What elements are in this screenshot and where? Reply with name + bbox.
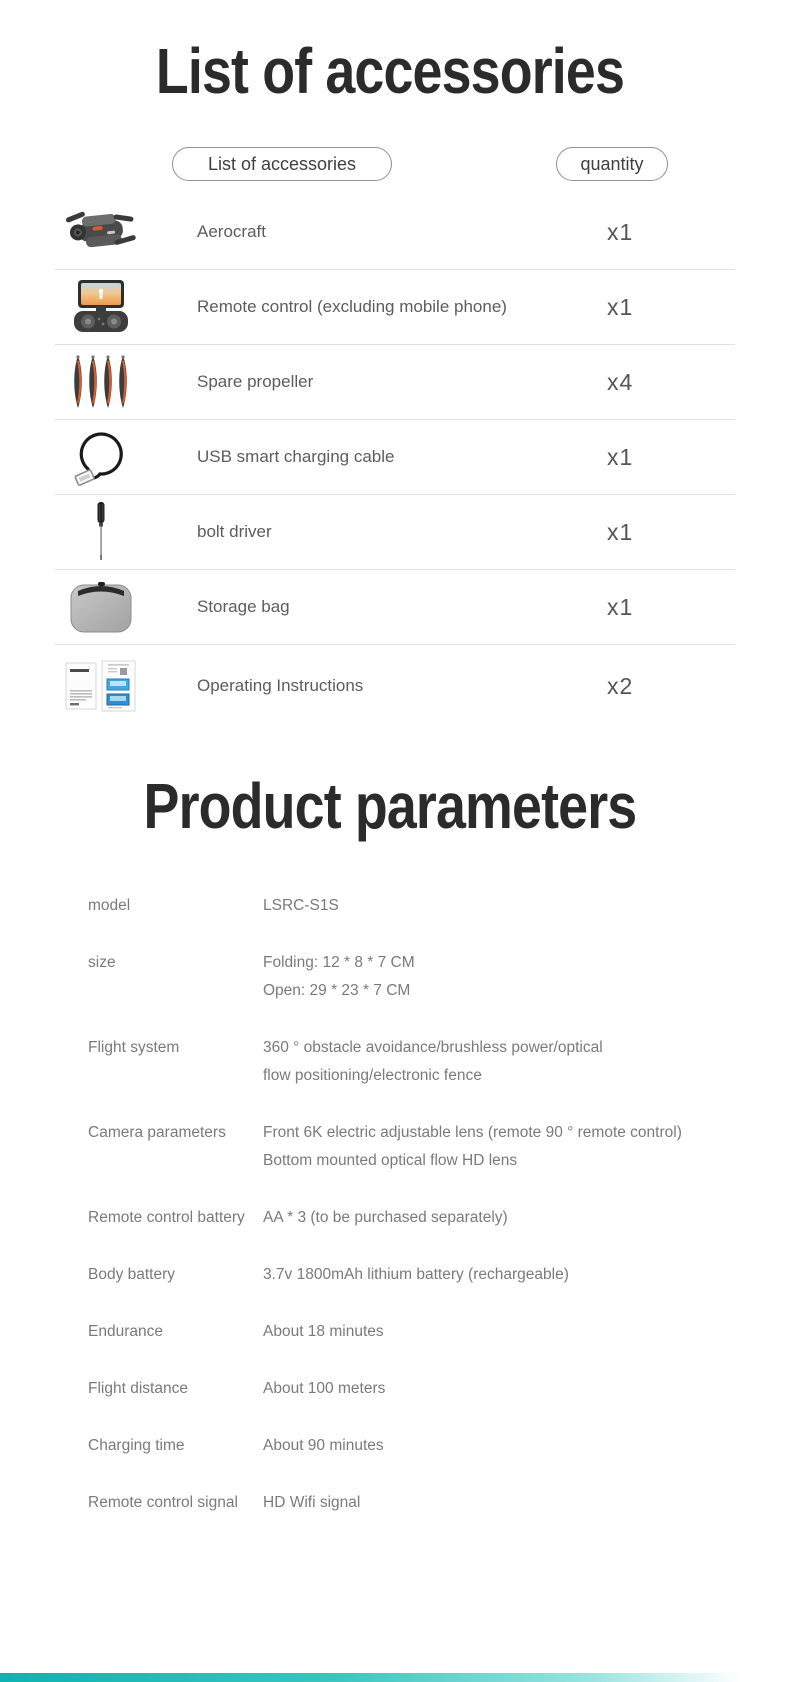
item-label: bolt driver	[197, 522, 272, 542]
item-quantity: x1	[607, 293, 634, 320]
parameter-value-line: Folding: 12 * 8 * 7 CM	[263, 954, 415, 972]
item-quantity: x4	[607, 368, 634, 395]
parameter-label: Endurance	[88, 1323, 163, 1341]
remote-control-icon	[55, 278, 147, 336]
parameter-values	[263, 1375, 743, 1403]
item-label: Remote control (excluding mobile phone)	[197, 297, 507, 317]
accessories-title: List of accessories	[155, 35, 625, 107]
parameter-row	[88, 1318, 790, 1346]
parameter-label: Remote control battery	[88, 1209, 245, 1227]
parameter-value-line: AA * 3 (to be purchased separately)	[263, 1209, 508, 1227]
parameter-value-line: About 90 minutes	[263, 1437, 384, 1455]
item-quantity: x1	[607, 593, 634, 620]
accessory-row	[55, 570, 735, 645]
parameter-value-line: HD Wifi signal	[263, 1494, 361, 1512]
parameter-value-line: flow positioning/electronic fence	[263, 1067, 482, 1085]
page-root	[0, 35, 790, 1682]
header-pill-accessories: List of accessories	[172, 147, 392, 181]
parameter-label: size	[88, 954, 116, 972]
parameter-value-line: LSRC-S1S	[263, 897, 339, 915]
parameter-label: Charging time	[88, 1437, 185, 1455]
parameter-row	[88, 949, 790, 1005]
accessories-table	[0, 195, 790, 727]
item-label: Storage bag	[197, 597, 290, 617]
parameter-row	[88, 1489, 790, 1517]
spare-propeller-icon	[55, 353, 147, 411]
manual-icon	[55, 660, 147, 712]
item-label: Operating Instructions	[197, 676, 364, 696]
accessories-header	[0, 147, 790, 183]
parameter-values	[263, 1489, 743, 1517]
parameters-table	[0, 892, 790, 1517]
header-pill-quantity: quantity	[556, 147, 668, 181]
accessory-row	[55, 420, 735, 495]
parameters-title: Product parameters	[143, 770, 637, 843]
item-quantity: x1	[607, 518, 634, 545]
screwdriver-icon	[55, 500, 147, 564]
parameter-values	[263, 1119, 743, 1175]
parameter-label: Body battery	[88, 1266, 176, 1284]
item-quantity: x1	[607, 443, 634, 470]
parameter-row	[88, 1432, 790, 1460]
storage-bag-icon	[55, 578, 147, 636]
parameter-values	[263, 1318, 743, 1346]
parameter-row	[88, 1204, 790, 1232]
item-label: USB smart charging cable	[197, 447, 395, 467]
accessory-row	[55, 195, 735, 270]
item-quantity: x2	[607, 672, 634, 699]
parameter-label: Remote control signal	[88, 1494, 238, 1512]
accessory-row	[55, 495, 735, 570]
parameter-value-line: Front 6K electric adjustable lens (remote 90 ° remote control)	[263, 1124, 682, 1142]
accessory-row	[55, 270, 735, 345]
parameter-row	[88, 1261, 790, 1289]
parameter-label: model	[88, 897, 131, 915]
parameter-row	[88, 1119, 790, 1175]
aerocraft-icon	[55, 206, 147, 258]
parameter-label: Camera parameters	[88, 1124, 226, 1142]
accessories-section	[0, 35, 790, 727]
parameter-values	[263, 892, 743, 920]
bottom-accent-bar	[0, 1673, 742, 1682]
parameter-values	[263, 1261, 743, 1289]
accessory-row	[55, 645, 735, 727]
parameter-value-line: About 18 minutes	[263, 1323, 384, 1341]
parameter-values	[263, 1034, 743, 1090]
parameter-row	[88, 1034, 790, 1090]
parameter-value-line: Bottom mounted optical flow HD lens	[263, 1152, 518, 1170]
parameter-label: Flight distance	[88, 1380, 188, 1398]
parameter-value-line: About 100 meters	[263, 1380, 386, 1398]
parameter-values	[263, 1204, 743, 1232]
parameters-section	[0, 770, 790, 1517]
parameter-row	[88, 1375, 790, 1403]
usb-cable-icon	[55, 427, 147, 487]
parameter-value-line: Open: 29 * 23 * 7 CM	[263, 982, 411, 1000]
parameter-value-line: 3.7v 1800mAh lithium battery (rechargeable)	[263, 1266, 569, 1284]
parameter-label: Flight system	[88, 1039, 180, 1057]
parameter-values	[263, 949, 743, 1005]
item-quantity: x1	[607, 218, 634, 245]
parameter-value-line: 360 ° obstacle avoidance/brushless power/optical	[263, 1039, 603, 1057]
accessory-row	[55, 345, 735, 420]
item-label: Aerocraft	[197, 222, 266, 242]
parameter-values	[263, 1432, 743, 1460]
item-label: Spare propeller	[197, 372, 314, 392]
parameter-row	[88, 892, 790, 920]
